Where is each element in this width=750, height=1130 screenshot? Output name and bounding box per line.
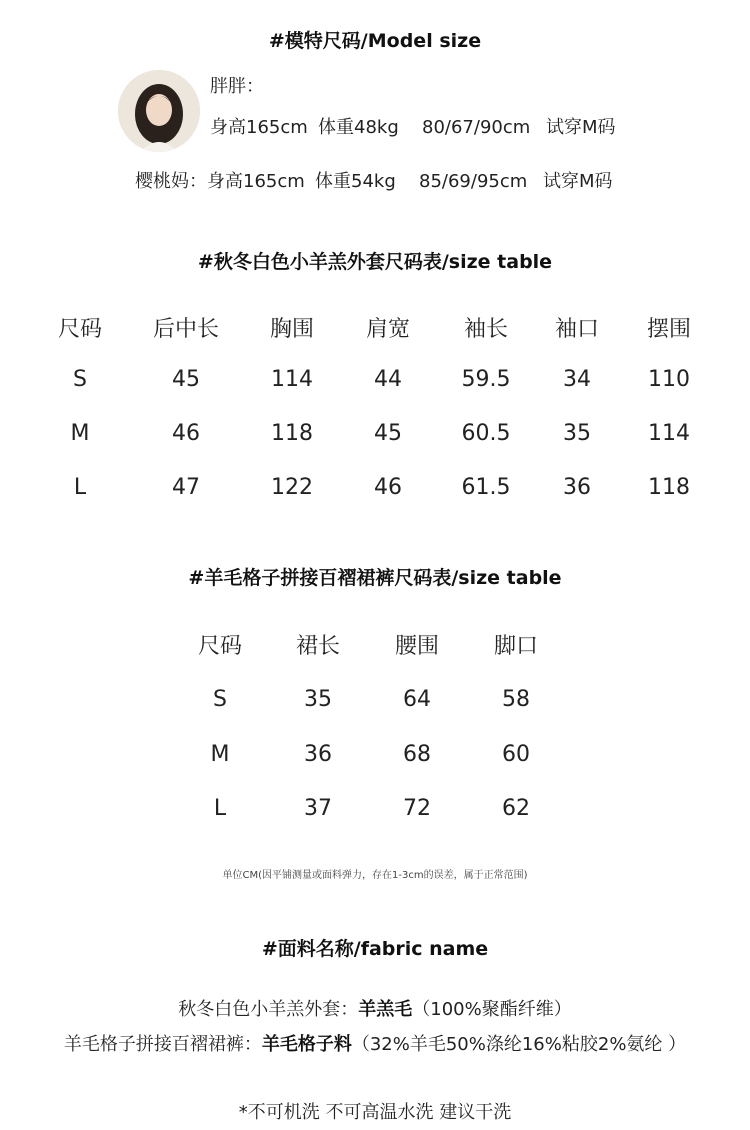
skirt-cell-r0-c0: S — [213, 687, 227, 712]
skirt-cell-r0-c1: 35 — [304, 687, 332, 712]
fabric-skirt-item: 羊毛格子拼接百褶裙裤： — [63, 1034, 262, 1055]
coat-cell-r1-c0: M — [70, 421, 90, 446]
fabric-line-skirt — [0, 1030, 750, 1056]
model1-name: 胖胖： — [210, 76, 264, 97]
coat-cell-r1-c3: 45 — [374, 421, 402, 446]
skirt-header-2: 腰围 — [394, 634, 439, 659]
coat-cell-r0-c5: 34 — [563, 367, 591, 392]
coat-cell-r0-c4: 59.5 — [461, 367, 511, 392]
model-size-heading: #模特尺码/Model size — [268, 30, 482, 52]
coat-cell-r0-c1: 45 — [172, 367, 200, 392]
model2-measurements: 85/69/95cm — [419, 171, 528, 192]
model2-name: 樱桃妈： — [135, 171, 207, 192]
coat-cell-r0-c6: 110 — [648, 367, 690, 392]
care-instructions: *不可机洗 不可高温水洗 建议干洗 — [238, 1102, 512, 1123]
skirt-header-1: 裙长 — [295, 634, 340, 659]
coat-header-4: 袖长 — [463, 317, 508, 342]
skirt-cell-r1-c2: 68 — [403, 742, 431, 767]
coat-header-0: 尺码 — [57, 317, 102, 342]
measurement-note: 单位CM(因平铺测量或面料弹力，存在1-3cm的误差，属于正常范围) — [222, 870, 528, 881]
coat-cell-r2-c1: 47 — [172, 475, 200, 500]
skirt-header-3: 脚口 — [493, 634, 538, 659]
coat-cell-r1-c4: 60.5 — [461, 421, 511, 446]
coat-cell-r2-c5: 36 — [563, 475, 591, 500]
coat-cell-r2-c0: L — [73, 475, 87, 500]
fabric-coat-item: 秋冬白色小羊羔外套： — [178, 999, 359, 1020]
coat-cell-r1-c5: 35 — [563, 421, 591, 446]
skirt-cell-r1-c1: 36 — [304, 742, 332, 767]
coat-cell-r2-c4: 61.5 — [461, 475, 511, 500]
skirt-cell-r2-c2: 72 — [403, 796, 431, 821]
skirt-cell-r2-c3: 62 — [502, 796, 530, 821]
model1-weight: 体重48kg — [318, 117, 399, 138]
coat-header-5: 袖口 — [554, 317, 599, 342]
coat-cell-r0-c3: 44 — [374, 367, 402, 392]
skirt-cell-r2-c0: L — [213, 796, 227, 821]
fabric-skirt-detail: （32%羊毛50%涤纶16%粘胶2%氨纶 ） — [351, 1034, 687, 1055]
coat-header-1: 后中长 — [152, 317, 219, 342]
coat-header-6: 摆围 — [646, 317, 691, 342]
coat-cell-r1-c2: 118 — [271, 421, 313, 446]
fabric-coat-material: 羊羔毛 — [358, 999, 413, 1020]
skirt-header-0: 尺码 — [197, 634, 242, 659]
model2-weight: 体重54kg — [315, 171, 396, 192]
coat-header-3: 肩宽 — [365, 317, 410, 342]
model1-tried: 试穿M码 — [546, 117, 616, 138]
coat-cell-r2-c3: 46 — [374, 475, 402, 500]
fabric-line-coat — [0, 995, 750, 1021]
skirt-cell-r1-c0: M — [210, 742, 230, 767]
model2-height: 身高165cm — [207, 171, 305, 192]
skirt-cell-r1-c3: 60 — [502, 742, 530, 767]
coat-cell-r1-c1: 46 — [172, 421, 200, 446]
coat-header-2: 胸围 — [269, 317, 314, 342]
model1-measurements: 80/67/90cm — [422, 117, 531, 138]
coat-cell-r1-c6: 114 — [648, 421, 690, 446]
skirt-cell-r0-c2: 64 — [403, 687, 431, 712]
skirt-cell-r0-c3: 58 — [502, 687, 530, 712]
model1-height: 身高165cm — [210, 117, 308, 138]
coat-cell-r2-c2: 122 — [271, 475, 313, 500]
skirt-table-heading: #羊毛格子拼接百褶裙裤尺码表/size table — [188, 567, 562, 589]
fabric-heading: #面料名称/fabric name — [261, 938, 489, 960]
fabric-skirt-material: 羊毛格子料 — [261, 1034, 352, 1055]
fabric-coat-detail: （100%聚酯纤维） — [412, 999, 572, 1020]
coat-table-heading: #秋冬白色小羊羔外套尺码表/size table — [197, 251, 553, 273]
skirt-cell-r2-c1: 37 — [304, 796, 332, 821]
coat-cell-r0-c0: S — [73, 367, 87, 392]
coat-cell-r2-c6: 118 — [648, 475, 690, 500]
model2-tried: 试穿M码 — [543, 171, 613, 192]
coat-cell-r0-c2: 114 — [271, 367, 313, 392]
